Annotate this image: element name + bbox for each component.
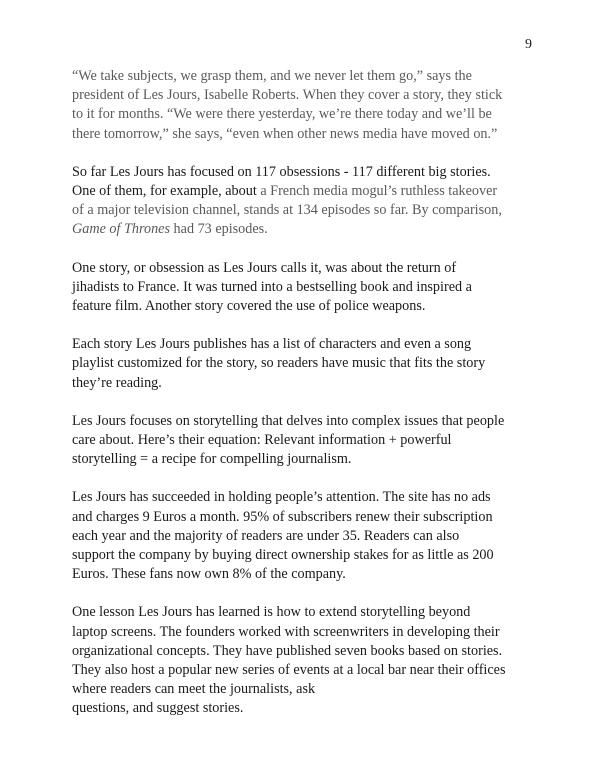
text-line: care about. Here’s their equation: Relevant information + powerful: [72, 432, 452, 449]
text-line: One lesson Les Jours has learned is how to extend storytelling beyond: [72, 604, 471, 621]
paragraph-lesson: [72, 603, 542, 718]
paragraph-jihadists: [72, 259, 542, 317]
body-text: [72, 67, 542, 738]
text-line: Each story Les Jours publishes has a list of characters and even a song: [72, 336, 472, 353]
text-line: organizational concepts. They have published seven books based on stories.: [72, 642, 503, 659]
paragraph-characters: [72, 335, 542, 393]
text-line: feature film. Another story covered the use of police weapons.: [72, 298, 426, 315]
text-line: questions, and suggest stories.: [72, 700, 244, 717]
text-line: they’re reading.: [72, 374, 162, 391]
text-line: So far Les Jours has focused on 117 obsessions - 117 different big stories.: [72, 163, 491, 180]
text-line: Euros. These fans now own 8% of the company.: [72, 566, 346, 583]
text-line: of a major television channel, stands at 134 episodes so far. By comparison,: [72, 202, 502, 219]
paragraph-storytelling: [72, 412, 542, 470]
paragraph-obsessions: [72, 163, 542, 240]
text-line: storytelling = a recipe for compelling journalism.: [72, 451, 352, 468]
text-line: president of Les Jours, Isabelle Roberts. When they cover a story, they stick: [72, 87, 503, 104]
text-line: jihadists to France. It was turned into a bestselling book and inspired a: [72, 278, 472, 295]
paragraph-subscribers: [72, 488, 542, 584]
text-line: there tomorrow,” she says, “even when other news media have moved on.”: [72, 125, 498, 142]
text-line: and charges 9 Euros a month. 95% of subscribers renew their subscription: [72, 508, 493, 525]
text-line: Les Jours focuses on storytelling that delves into complex issues that people: [72, 412, 505, 429]
text-line: where readers can meet the journalists, ask: [72, 681, 316, 698]
text-line: support the company by buying direct ownership stakes for as little as 200: [72, 547, 494, 564]
text-line: One story, or obsession as Les Jours calls it, was about the return of: [72, 259, 457, 276]
text-line: a French media mogul’s ruthless takeover: [256, 183, 498, 200]
text-line: each year and the majority of readers are under 35. Readers can also: [72, 527, 460, 544]
text-line: Les Jours has succeeded in holding people’s attention. The site has no ads: [72, 489, 491, 506]
text-line: had 73 episodes.: [170, 221, 268, 238]
italic-title: Game of Thrones: [72, 221, 170, 238]
text-line: laptop screens. The founders worked with screenwriters in developing their: [72, 623, 500, 640]
paragraph-quote: [72, 67, 542, 144]
text-line: playlist customized for the story, so readers have music that fits the story: [72, 355, 486, 372]
text-line: “We take subjects, we grasp them, and we never let them go,” says the: [72, 68, 472, 84]
text-line: to it for months. “We were there yesterday, we’re there today and we’ll be: [72, 106, 492, 123]
text-line: They also host a popular new series of events at a local bar near their offices: [72, 662, 506, 679]
page-number: 9: [525, 37, 532, 52]
text-line: One of them, for example, about: [72, 183, 257, 200]
